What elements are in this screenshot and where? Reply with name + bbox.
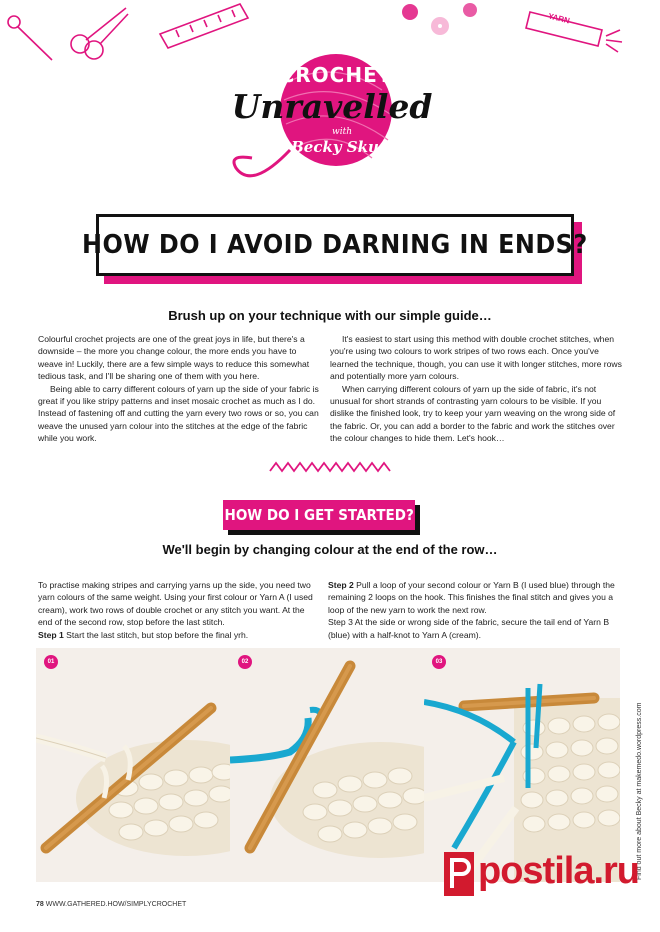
step-3-paragraph: Step 3 At the side or wrong side of the fabric, secure the tail end of Yarn B (blue) with a half-knot to Yarn A (cream).: [328, 617, 610, 640]
section-title-box: [223, 500, 415, 530]
step-1-photo: [36, 648, 232, 882]
step-2-photo-art: [230, 648, 426, 882]
article-title-box: [82, 214, 588, 276]
zigzag-divider: [268, 460, 392, 474]
section-title: HOW DO I GET STARTED?: [224, 506, 414, 524]
page-number: 78: [36, 901, 44, 908]
page-footer: [36, 901, 186, 908]
yarn-tag-icon: [526, 12, 622, 52]
article-subtitle: Brush up on your technique with our simple guide…: [168, 308, 492, 323]
section-subtitle: We'll begin by changing colour at the end of the row…: [162, 542, 498, 557]
postila-wordmark: postila.ru: [478, 850, 640, 892]
intro-left-column: [38, 333, 321, 445]
logo-line-with: with: [332, 127, 352, 137]
step-2-label: Step 2: [328, 580, 354, 590]
materials-paragraph: To practise making stripes and carrying yarns up the side, you need two yarn colours of the same weight. Using your first colour or Yarn A (I used cream), work two rows of double crochet or any stitch you want. At the end of the second row, stop before the last stitch.: [38, 580, 313, 628]
footer-url: WWW.GATHERED.HOW/SIMPLYCROCHET: [43, 901, 187, 908]
crochet-unravelled-logo: [232, 50, 432, 190]
step-2-photo: [230, 648, 426, 882]
tape-measure-icon: [160, 4, 248, 48]
steps-right-column: [328, 579, 620, 641]
article-title: HOW DO I AVOID DARNING IN ENDS?: [82, 230, 588, 260]
intro-left-paragraph-2: Being able to carry different colours of yarn up the side of your fabric is great if you like stripy patterns and inset mosaic crochet as much as I do. Instead of fastening off and cutting the yarn every two rows or so, you can weave the unused yarn colour into the stitches at the edge of the fabric while you work.: [38, 383, 319, 444]
logo-line-crochet: CROCHET: [279, 63, 393, 87]
step-2-paragraph: [328, 579, 620, 616]
step-1-badge: 01: [44, 655, 58, 669]
postila-watermark: [442, 844, 642, 904]
step-1-photo-art: [36, 648, 232, 882]
logo-line-author: Becky Skuse: [291, 138, 397, 156]
step-3-badge: 03: [432, 655, 446, 669]
logo-line-unravelled: Unravelled: [232, 87, 432, 126]
author-side-note: Find out more about Becky at makemedo.wordpress.com: [636, 702, 643, 880]
buttons-icon: [402, 3, 477, 35]
pin-icon: [8, 16, 52, 60]
postila-logo-icon: [442, 850, 478, 900]
step-2-badge: 02: [238, 655, 252, 669]
intro-right-paragraph-1: It's easiest to start using this method with double crochet stitches, when you're using two colours to work stripes of two rows each. Once you've learned the technique, though, you can use it with longer stitches, more rows and potentially more yarn colours.: [330, 334, 622, 382]
step-1-text: Start the last stitch, but stop before the final yrh.: [63, 629, 249, 640]
steps-left-column: [38, 579, 320, 641]
yarn-tag-label: YARN: [547, 11, 571, 26]
step-1-paragraph: [38, 629, 320, 641]
scissors-icon: [71, 8, 128, 59]
intro-left-paragraph-1: Colourful crochet projects are one of the great joys in life, but there's a downside – the more you change colour, the more ends you have to weave in! Luckily, there are a few simple ways to reduce this somewhat tedious task, and I'll be sharing one of them with you here.: [38, 334, 310, 382]
intro-right-paragraph-2: When carrying different colours of yarn up the side of fabric, it's not unusual for short strands of contrasting yarn colours to be visible. If you dislike the finished look, try to keep your yarn weaving on the wrong side of the fabric. Or, you can add a border to the fabric and work the stitches over the colour changes to hide them. Let's hook…: [330, 383, 616, 444]
step-1-label: Step 1: [38, 629, 64, 640]
intro-right-column: [330, 333, 622, 445]
step-2-text: Pull a loop of your second colour or Yarn B (I used blue) through the remaining 2 loops on the hook. This finishes the final stitch and gives you a loop of the new yarn to work the next row.: [328, 580, 615, 615]
